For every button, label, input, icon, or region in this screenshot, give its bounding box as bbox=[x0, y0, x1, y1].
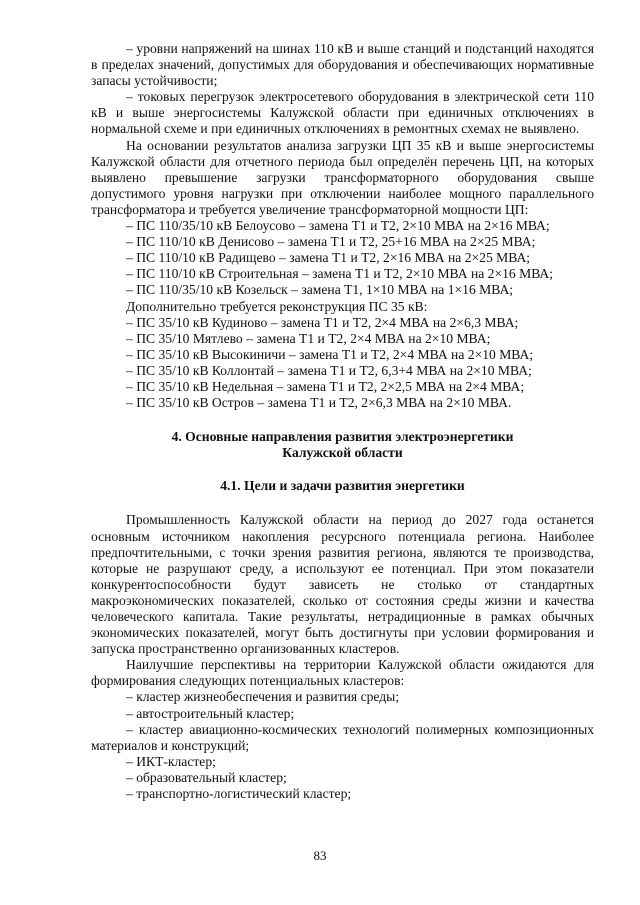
substation-35-item: – ПС 35/10 кВ Коллонтай – замена Т1 и Т2, 6,3+4 МВА на 2×10 МВА; bbox=[126, 362, 532, 378]
substation-110-item: – ПС 110/35/10 кВ Белоусово – замена Т1 и Т2, 2×10 МВА на 2×16 МВА; bbox=[126, 218, 550, 234]
prospects-paragraph: Наилучшие перспективы на территории Калужской области ожидаются для формирования следующих потенциальных кластеров: bbox=[91, 657, 594, 689]
section-heading-line1: 4. Основные направления развития электроэнергетики bbox=[171, 429, 514, 445]
subsection-heading: 4.1. Цели и задачи развития энергетики bbox=[220, 478, 465, 494]
substation-110-item: – ПС 110/35/10 кВ Козельск – замена Т1, 1×10 МВА на 1×16 МВА; bbox=[126, 282, 514, 298]
additional-label: Дополнительно требуется реконструкция ПС 35 кВ: bbox=[126, 298, 428, 314]
cluster-item: – автостроительный кластер; bbox=[126, 705, 295, 721]
page-content bbox=[91, 41, 594, 802]
substation-35-item: – ПС 35/10 кВ Кудиново – замена Т1 и Т2, 2×4 МВА на 2×6,3 МВА; bbox=[126, 314, 519, 330]
cluster-item: – кластер авиационно-космических технологий полимерных композиционных материалов и конструкций; bbox=[91, 721, 594, 753]
section-heading-line2: Калужской области bbox=[282, 445, 403, 461]
substation-35-item: – ПС 35/10 кВ Высокиничи – замена Т1 и Т2, 2×4 МВА на 2×10 МВА; bbox=[126, 346, 534, 362]
substation-35-item: – ПС 35/10 Мятлево – замена Т1 и Т2, 2×4 МВА на 2×10 МВА; bbox=[126, 330, 491, 346]
cluster-item: – образовательный кластер; bbox=[126, 769, 287, 785]
substation-35-item: – ПС 35/10 кВ Остров – замена Т1 и Т2, 2×6,3 МВА на 2×10 МВА. bbox=[126, 395, 512, 411]
substation-110-item: – ПС 110/10 кВ Денисово – замена Т1 и Т2, 25+16 МВА на 2×25 МВА; bbox=[126, 234, 536, 250]
page-number: 83 bbox=[313, 848, 327, 863]
substation-110-item: – ПС 110/10 кВ Строительная – замена Т1 и Т2, 2×10 МВА на 2×16 МВА; bbox=[126, 266, 554, 282]
cluster-item: – ИКТ-кластер; bbox=[126, 753, 216, 769]
analysis-paragraph: На основании результатов анализа загрузки ЦП 35 кВ и выше энергосистемы Калужской области для отчетного периода был определён перечень ЦП, на которых выявлено превышение загрузки трансформаторного оборудования свыше допустимого уровня нагрузки при отключении наиболее мощного параллельного трансформатора и требуется увеличение трансформаторной мощности ЦП: bbox=[91, 137, 594, 217]
industry-paragraph: Промышленность Калужской области на период до 2027 года останется основным источником накопления ресурсного потенциала региона. Наиболее предпочтительными, с точки зрения развития региона, являются те производства, которые не разрушают среду, а используют ее потенциал. При этом показатели конкурентоспособности будут зависеть не столько от стандартных макроэкономических показателей, сколько от состояния среды жизни и качества человеческого капитала. Такие результаты, нетрадиционные в рамках обычных экономических показателей, могут быть достигнуты при условии формирования и запуска пространственно организованных кластеров. bbox=[91, 512, 594, 657]
intro-item: – токовых перегрузок электросетевого оборудования в электрической сети 110 кВ и выше энергосистемы Калужской области при единичных отключениях в нормальной схеме и при единичных отключениях в ремонтных схемах не выявлено. bbox=[91, 89, 594, 137]
intro-item: – уровни напряжений на шинах 110 кВ и выше станций и подстанций находятся в пределах значений, допустимых для оборудования и обеспечивающих нормативные запасы устойчивости; bbox=[91, 41, 594, 89]
cluster-item: – кластер жизнеобеспечения и развития среды; bbox=[126, 689, 400, 705]
substation-35-item: – ПС 35/10 кВ Недельная – замена Т1 и Т2, 2×2,5 МВА на 2×4 МВА; bbox=[126, 378, 525, 394]
substation-110-item: – ПС 110/10 кВ Радищево – замена Т1 и Т2, 2×16 МВА на 2×25 МВА; bbox=[126, 250, 531, 266]
cluster-item: – транспортно-логистический кластер; bbox=[126, 786, 352, 802]
